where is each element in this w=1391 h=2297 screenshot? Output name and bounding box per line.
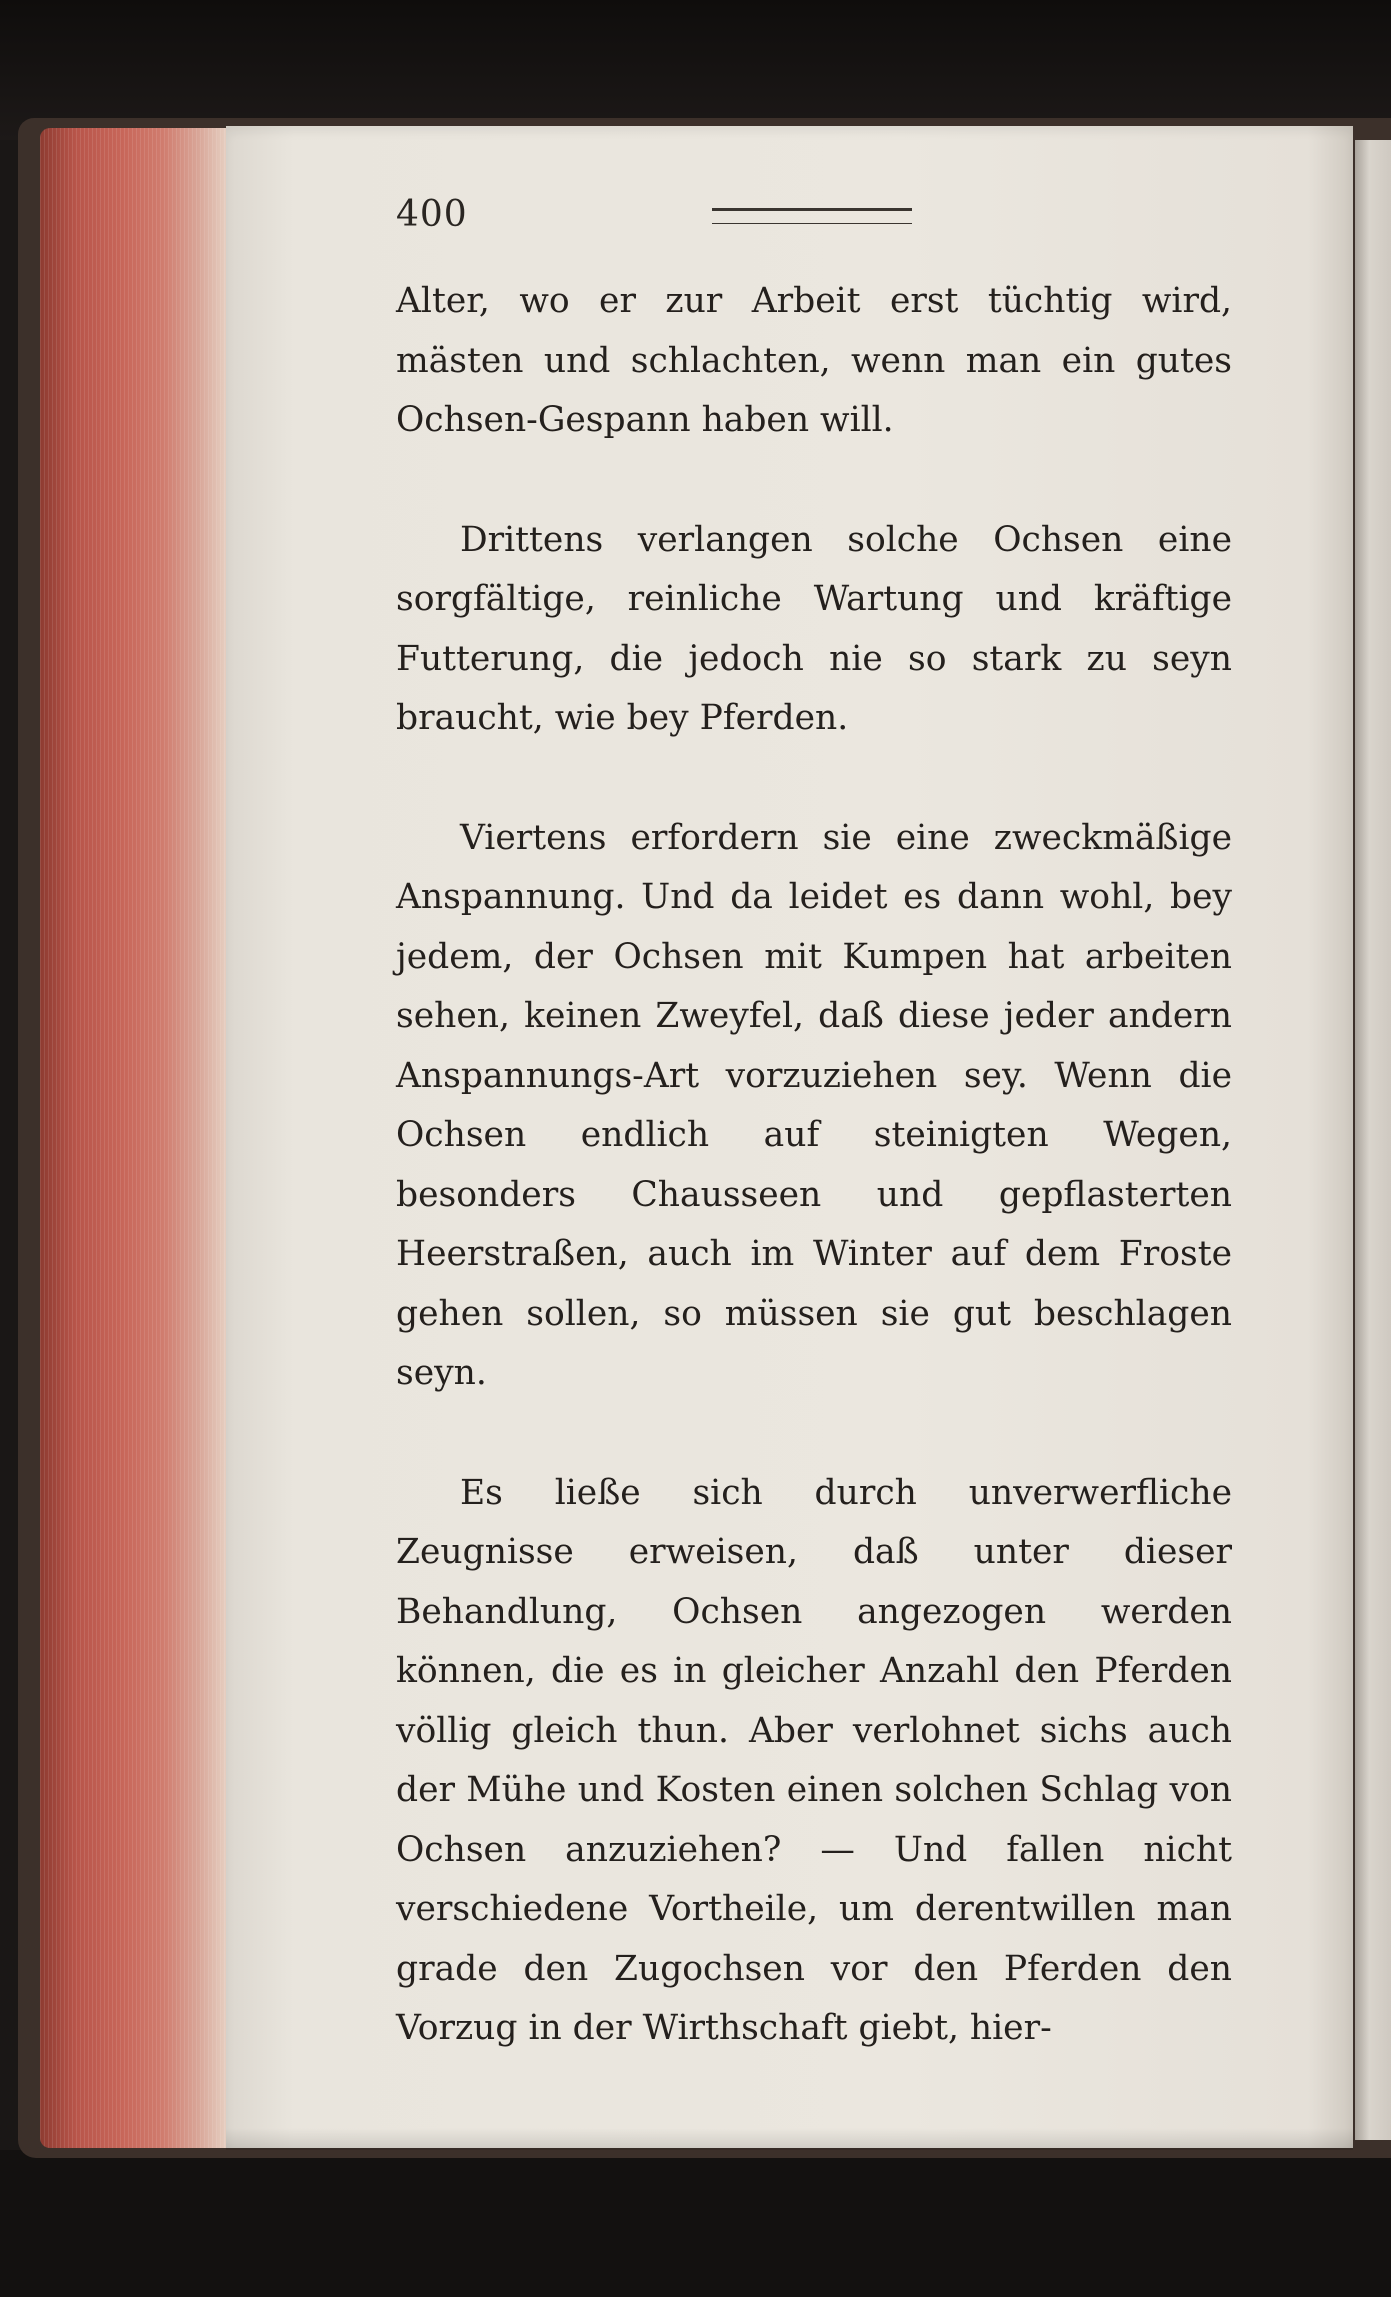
paragraph-continuation: Alter, wo er zur Arbeit erst tüchtig wird, mästen und schlachten, wenn man ein gutes Ochsen-Gespann haben will. xyxy=(396,281,1232,440)
paragraph-zeugnisse: Es ließe sich durch unverwerfliche Zeugnisse erweisen, daß unter dieser Behandlung, Ochsen angezogen werden können, die es in gleicher Anzahl den Pferden völlig gleich thun. Aber verlohnet sichs auch der Mühe und Kosten einen solchen Schlag von Ochsen anzuziehen? — Und fallen nicht verschiedene Vortheile, um derentwillen man grade den Zugochsen vor den Pferden den Vorzug in der Wirthschaft giebt, hier- xyxy=(396,1472,1232,2048)
body-text xyxy=(396,272,1232,2119)
red-page-edges xyxy=(40,128,240,2148)
page-header xyxy=(396,188,1246,248)
facing-page-edge xyxy=(1355,140,1391,2140)
header-rule xyxy=(712,208,912,224)
paragraph-drittens: Drittens verlangen solche Ochsen eine sorgfältige, reinliche Wartung und kräftige Futterung, die jedoch nie so stark zu seyn braucht, wie bey Pferden. xyxy=(396,519,1232,738)
page-number: 400 xyxy=(396,194,468,235)
paragraph-viertens: Viertens erfordern sie eine zweckmäßige Anspannung. Und da leidet es dann wohl, bey jedem, der Ochsen mit Kumpen hat arbeiten sehen, keinen Zweyfel, daß diese jeder andern Anspannungs-Art vorzuziehen sey. Wenn die Ochsen endlich auf steinigten Wegen, besonders Chausseen und gepflasterten Heerstraßen, auch im Winter auf dem Froste gehen sollen, so müssen sie gut beschlagen seyn. xyxy=(396,817,1232,1393)
dark-background-bottom xyxy=(0,2150,1391,2297)
page-bottom-shadow xyxy=(226,2128,1353,2150)
